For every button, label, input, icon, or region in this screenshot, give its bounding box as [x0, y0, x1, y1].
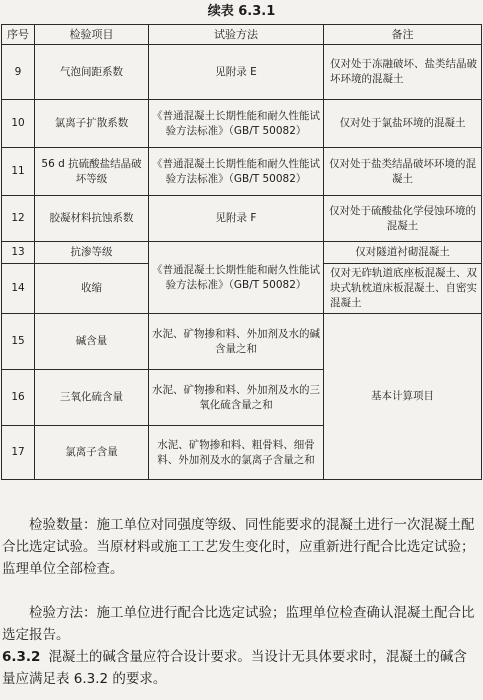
cell-item: 56 d 抗硫酸盐结晶破坏等级 — [35, 148, 149, 196]
cell-seq: 13 — [2, 242, 35, 264]
header-seq: 序号 — [2, 25, 35, 45]
cell-seq: 15 — [2, 314, 35, 370]
cell-seq: 16 — [2, 370, 35, 426]
cell-seq: 11 — [2, 148, 35, 196]
table-caption: 续表 6.3.1 — [207, 4, 276, 19]
cell-method: 《普通混凝土长期性能和耐久性能试验方法标准》（GB/T 50082） — [149, 100, 324, 148]
cell-item: 收缩 — [35, 264, 149, 314]
cell-seq: 17 — [2, 426, 35, 480]
header-method: 试验方法 — [149, 25, 324, 45]
cell-method: 水泥、矿物掺和料、外加剂及水的三氧化硫含量之和 — [149, 370, 324, 426]
cell-method: 见附录 E — [149, 45, 324, 100]
table-header-row — [2, 25, 482, 45]
inspection-method-paragraph: 检验方法：施工单位进行配合比选定试验；监理单位检查确认混凝土配合比选定报告。 — [2, 605, 475, 643]
cell-item: 碱含量 — [35, 314, 149, 370]
cell-note: 基本计算项目 — [324, 314, 482, 480]
cell-item: 抗渗等级 — [35, 242, 149, 264]
cell-item: 气泡间距系数 — [35, 45, 149, 100]
inspection-quantity-paragraph: 检验数量：施工单位对同强度等级、同性能要求的混凝土进行一次混凝土配合比选定试验。当原材料或施工工艺发生变化时，应重新进行配合比选定试验；监理单位全部检查。 — [2, 517, 475, 577]
header-item: 检验项目 — [35, 25, 149, 45]
cell-item: 三氧化硫含量 — [35, 370, 149, 426]
cell-method: 《普通混凝土长期性能和耐久性能试验方法标准》（GB/T 50082） — [149, 242, 324, 314]
cell-item: 氯离子扩散系数 — [35, 100, 149, 148]
table-row — [2, 100, 482, 148]
cell-method: 见附录 F — [149, 196, 324, 242]
header-note: 备注 — [324, 25, 482, 45]
table-row — [2, 314, 482, 370]
section-number: 6.3.2 — [2, 649, 41, 665]
cell-seq: 9 — [2, 45, 35, 100]
cell-method: 水泥、矿物掺和料、粗骨料、细骨料、外加剂及水的氯离子含量之和 — [149, 426, 324, 480]
cell-method: 《普通混凝土长期性能和耐久性能试验方法标准》（GB/T 50082） — [149, 148, 324, 196]
cell-note: 仅对处于氯盐环境的混凝土 — [324, 100, 482, 148]
cell-note: 仅对隧道衬砌混凝土 — [324, 242, 482, 264]
cell-item: 氯离子含量 — [35, 426, 149, 480]
cell-note: 仅对处于冻融破坏、盐类结晶破坏环境的混凝土 — [324, 45, 482, 100]
table-row — [2, 196, 482, 242]
cell-item: 胶凝材料抗蚀系数 — [35, 196, 149, 242]
table-row — [2, 148, 482, 196]
inspection-table — [1, 24, 482, 480]
table-row — [2, 45, 482, 100]
section-6-3-2-paragraph — [2, 646, 478, 690]
table-row — [2, 242, 482, 264]
cell-note: 仅对处于盐类结晶破坏环境的混凝土 — [324, 148, 482, 196]
cell-seq: 14 — [2, 264, 35, 314]
cell-seq: 10 — [2, 100, 35, 148]
cell-note: 仅对无砟轨道底座板混凝土、双块式轨枕道床板混凝土、自密实混凝土 — [324, 264, 482, 314]
cell-seq: 12 — [2, 196, 35, 242]
section-text: 混凝土的碱含量应符合设计要求。当设计无具体要求时，混凝土的碱含量应满足表 6.3.2 的要求。 — [2, 649, 467, 687]
cell-note: 仅对处于硫酸盐化学侵蚀环境的混凝土 — [324, 196, 482, 242]
cell-method: 水泥、矿物掺和料、外加剂及水的碱含量之和 — [149, 314, 324, 370]
